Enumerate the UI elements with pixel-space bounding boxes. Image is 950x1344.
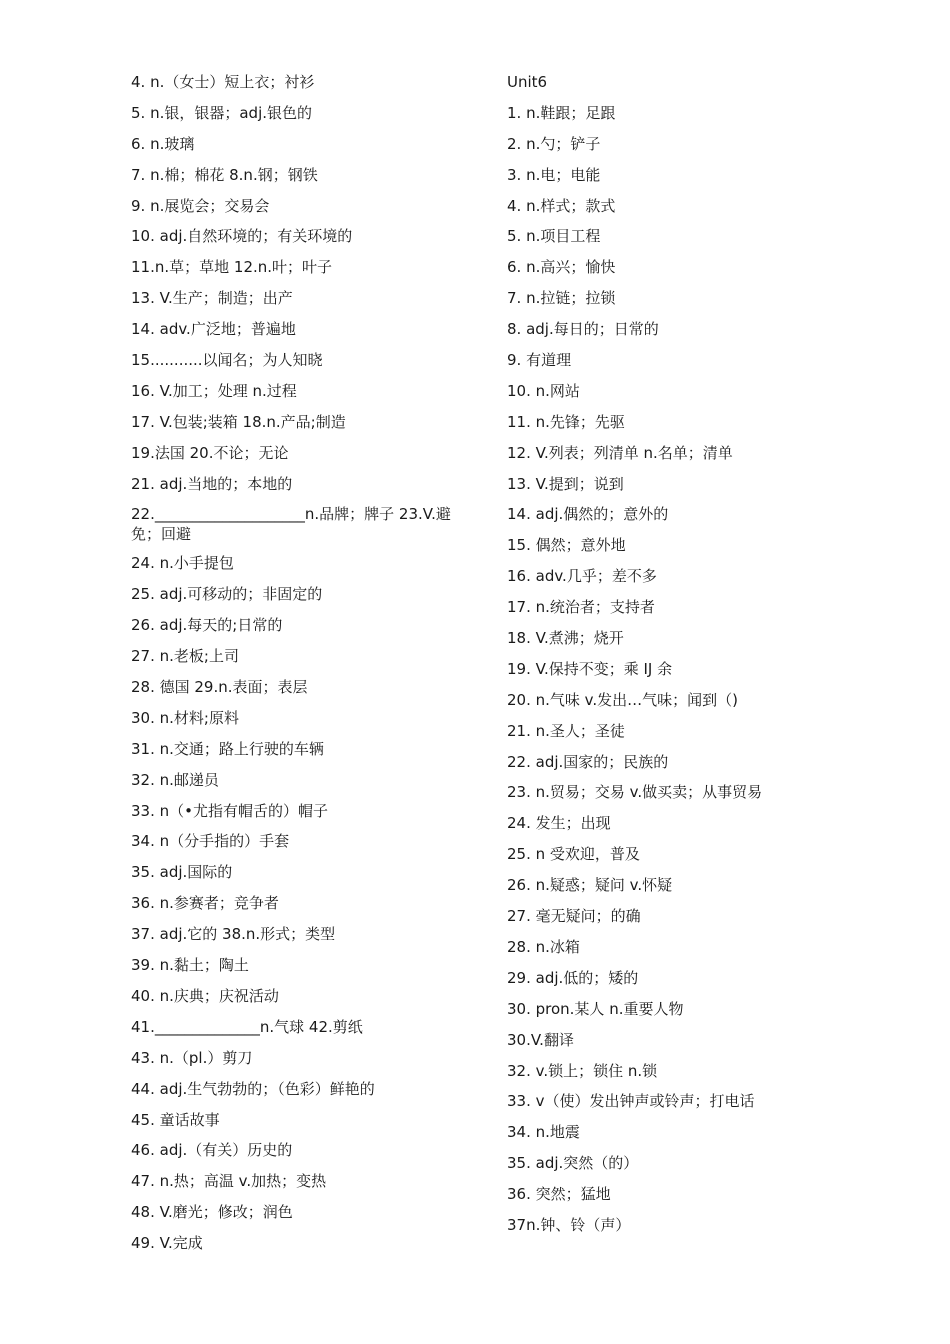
vocab-line: 11. n.先锋；先驱 (507, 412, 625, 431)
vocab-line: 23. n.贸易；交易 v.做买卖；从事贸易 (507, 783, 763, 802)
vocab-line: 26. adj.每天的;日常的 (131, 616, 283, 635)
vocab-line: 14. adv.广泛地；普遍地 (131, 320, 296, 339)
vocab-line: 18. V.煮沸；烧开 (507, 629, 624, 648)
vocab-line: 27. n.老板;上司 (131, 647, 239, 666)
vocab-line: 17. n.统治者；支持者 (507, 598, 655, 617)
vocab-line: 14. adj.偶然的；意外的 (507, 505, 669, 524)
vocab-line: 33. v（使）发出钟声或铃声；打电话 (507, 1092, 755, 1111)
vocab-line: 45. 童话故事 (131, 1110, 220, 1129)
vocab-line: 35. adj.突然（的） (507, 1154, 639, 1173)
vocab-line: 32. v.锁上；锁住 n.锁 (507, 1061, 658, 1080)
vocab-line: 37. adj.它的 38.n.形式；类型 (131, 925, 336, 944)
vocab-line: 36. 突然；猛地 (507, 1185, 611, 1204)
vocab-line: 6. n.高兴；愉快 (507, 258, 616, 277)
vocab-line: 5. n.银，银器；adj.银色的 (131, 103, 313, 122)
vocab-line: 41.______________n.气球 42.剪纸 (131, 1017, 363, 1036)
left-column (131, 72, 476, 1264)
vocab-line: 33. n（•尤指有帽舌的）帽子 (131, 801, 328, 820)
vocab-line: 37n.钟、铃（声） (507, 1215, 631, 1234)
vocab-line: 16. V.加工；处理 n.过程 (131, 381, 297, 400)
vocab-line: 30. n.材料;原料 (131, 708, 239, 727)
vocab-line: 21. n.圣人；圣徒 (507, 721, 625, 740)
vocab-line: 6. n.玻璃 (131, 134, 195, 153)
vocab-line: 32. n.邮递员 (131, 770, 219, 789)
vocab-line: 7. n.拉链；拉锁 (507, 289, 616, 308)
vocab-line: 9. 有道理 (507, 351, 572, 370)
vocab-line: 34. n.地震 (507, 1123, 580, 1142)
vocab-line: 1. n.鞋跟；足跟 (507, 103, 616, 122)
vocab-line: 36. n.参赛者；竞争者 (131, 894, 279, 913)
vocab-line: 9. n.展览会；交易会 (131, 196, 270, 215)
vocab-line: 44. adj.生气勃勃的；（色彩）鲜艳的 (131, 1079, 375, 1098)
vocab-line: 16. adv.几乎；差不多 (507, 567, 657, 586)
vocab-line: 13. V.提到；说到 (507, 474, 624, 493)
vocab-line: 28. n.冰箱 (507, 937, 580, 956)
vocab-line: 19. V.保持不变；乘 IJ 余 (507, 659, 673, 678)
vocab-line: 47. n.热；高温 v.加热；变热 (131, 1172, 327, 1191)
vocab-line: 20. n.气味 v.发出…气味；闻到（) (507, 690, 738, 709)
vocab-line: 3. n.电；电能 (507, 165, 601, 184)
vocab-line: 10. adj.自然环境的；有关环境的 (131, 227, 353, 246)
vocab-line: 4. n.样式；款式 (507, 196, 616, 215)
vocab-line: 30. pron.某人 n.重要人物 (507, 999, 684, 1018)
vocab-line: 17. V.包装;装箱 18.n.产品;制造 (131, 412, 346, 431)
vocab-line: 43. n.（pl.）剪刀 (131, 1048, 253, 1067)
vocab-line: 26. n.疑惑；疑问 v.怀疑 (507, 876, 673, 895)
vocab-line: 34. n（分手指的）手套 (131, 832, 290, 851)
vocab-line: 5. n.项目工程 (507, 227, 601, 246)
vocab-line: 25. adj.可移动的；非固定的 (131, 585, 323, 604)
vocab-line: 35. adj.国际的 (131, 863, 233, 882)
vocab-line: 12. V.列表；列清单 n.名单；清单 (507, 443, 733, 462)
vocab-line: 10. n.网站 (507, 381, 580, 400)
vocab-line: 27. 毫无疑问；的确 (507, 907, 641, 926)
vocab-line: 25. n 受欢迎，普及 (507, 845, 640, 864)
vocab-line: 39. n.黏土；陶土 (131, 956, 249, 975)
vocab-line: 19.法国 20.不论；无论 (131, 443, 289, 462)
right-column (507, 72, 807, 1246)
vocab-line: 24. n.小手提包 (131, 554, 234, 573)
vocab-line: 15...........以闻名；为人知晓 (131, 351, 323, 370)
unit-heading: Unit6 (507, 73, 548, 91)
vocab-line: 8. adj.每日的；日常的 (507, 320, 659, 339)
vocab-line: 15. 偶然；意外地 (507, 536, 626, 555)
vocab-line: 11.n.草；草地 12.n.叶；叶子 (131, 258, 333, 277)
vocab-line: 24. 发生；出现 (507, 814, 611, 833)
vocab-line: 2. n.勺；铲子 (507, 134, 601, 153)
vocab-line: 49. V.完成 (131, 1234, 203, 1253)
vocab-line: 46. adj.（有关）历史的 (131, 1141, 293, 1160)
vocab-line: 13. V.生产；制造；出产 (131, 289, 293, 308)
vocab-line: 28. 德国 29.n.表面；表层 (131, 678, 308, 697)
vocab-line: 4. n.（女士）短上衣；衬衫 (131, 73, 315, 91)
vocab-line: 21. adj.当地的；本地的 (131, 474, 293, 493)
vocab-line: 48. V.磨光；修改；润色 (131, 1203, 293, 1222)
vocab-line: 40. n.庆典；庆祝活动 (131, 986, 279, 1005)
vocab-line: 22.____________________n.品牌；牌子 23.V.避免；回避 (131, 505, 451, 544)
vocab-line: 22. adj.国家的；民族的 (507, 752, 669, 771)
vocab-line: 7. n.棉；棉花 8.n.钢；钢铁 (131, 165, 318, 184)
vocab-line: 30.V.翻译 (507, 1030, 574, 1049)
vocab-line: 29. adj.低的；矮的 (507, 968, 639, 987)
vocab-line: 31. n.交通；路上行驶的车辆 (131, 739, 324, 758)
